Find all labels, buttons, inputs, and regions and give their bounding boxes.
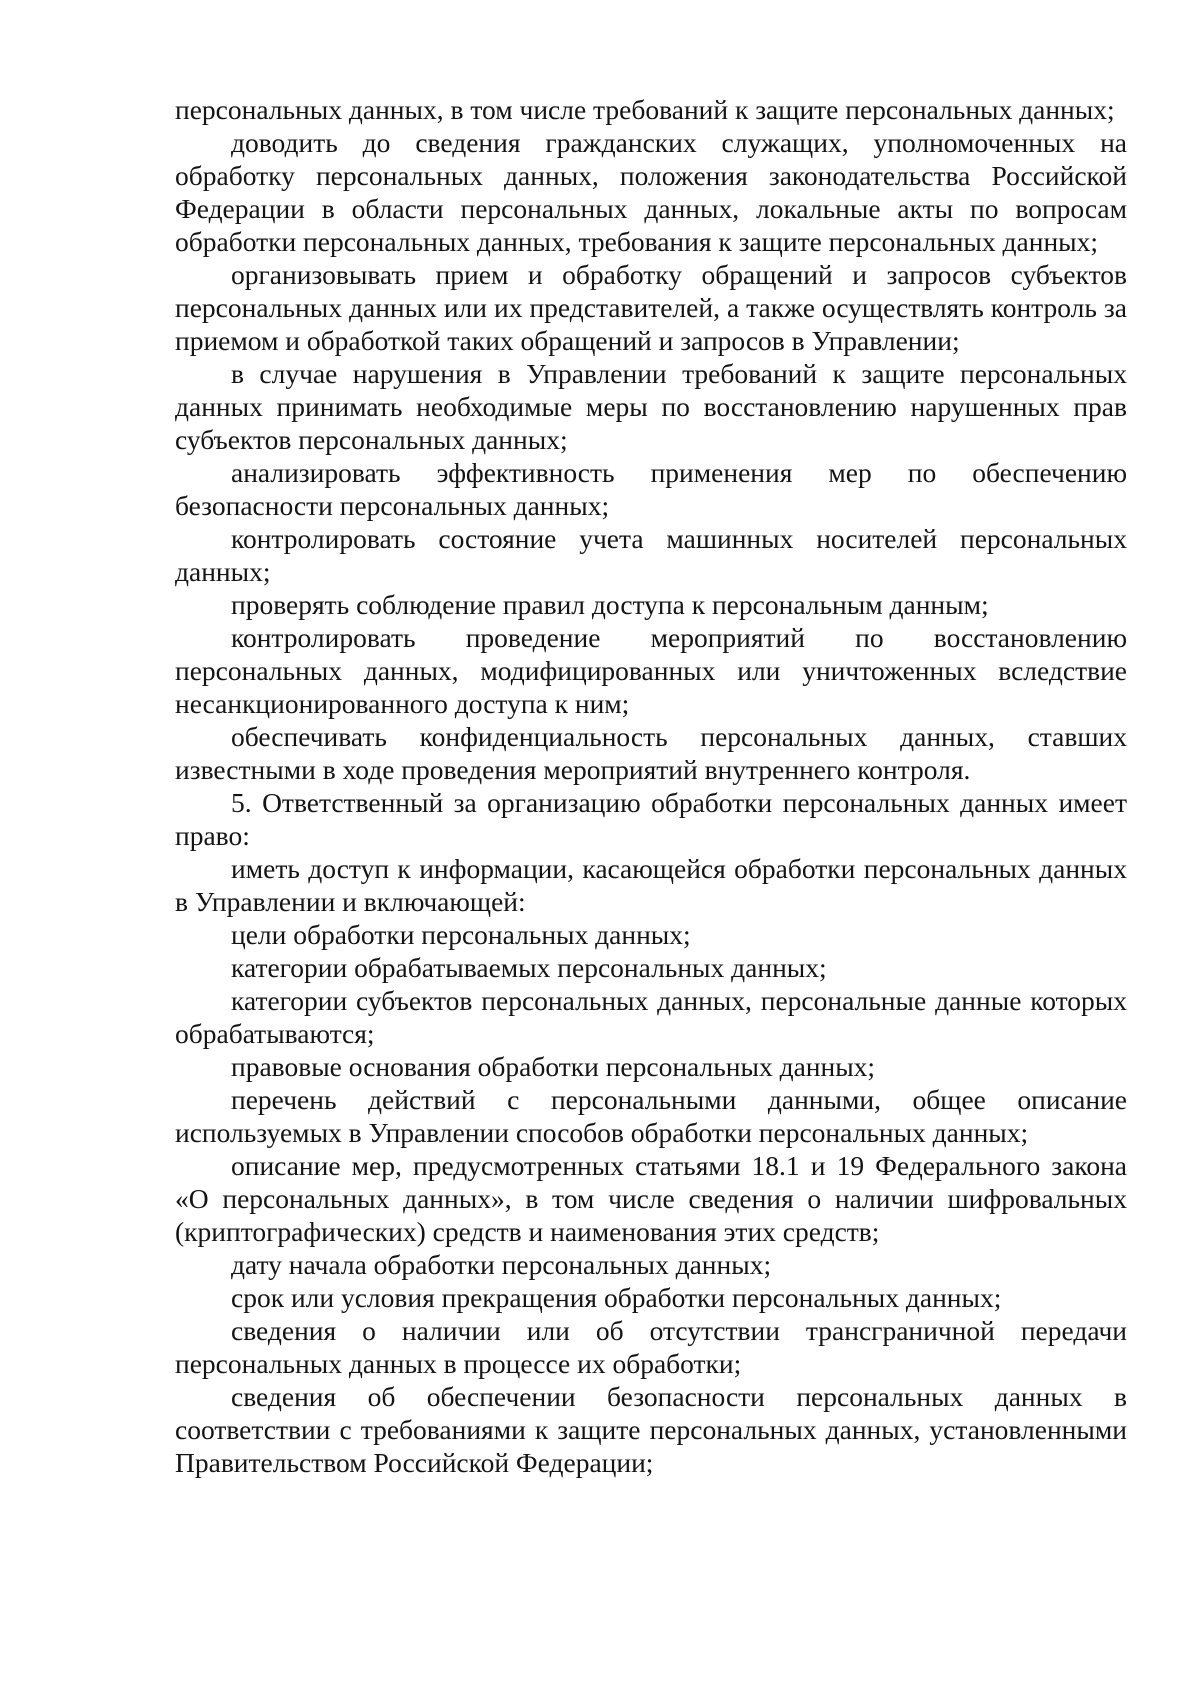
paragraph-duty-inform-employees: доводить до сведения гражданских служащих, уполномоченных на обработку персональных данных, положения законодательства Российской Федерации в области персональных данных, локальные акты по вопросам обработки персональных данных, требования к защите персональных данных; [175,127,1127,257]
list-item-measures: описание мер, предусмотренных статьями 18.1 и 19 Федерального закона «О персональных данных», в том числе сведения о наличии шифровальных (криптографических) средств и наименования этих средств; [175,1150,1127,1247]
list-item-subject-categories: категории субъектов персональных данных, персональные данные которых обрабатываются; [175,985,1127,1049]
paragraph-duty-restore-rights: в случае нарушения в Управлении требований к защите персональных данных принимать необходимые меры по восстановлению нарушенных прав субъектов персональных данных; [175,358,1127,455]
paragraph-duty-process-requests: организовывать прием и обработку обращений и запросов субъектов персональных данных или их представителей, а также осуществлять контроль за приемом и обработкой таких обращений и запросов в Управлении; [175,259,1127,356]
paragraph-duty-control-media: контролировать состояние учета машинных носителей персональных данных; [175,523,1127,587]
list-item-legal-basis: правовые основания обработки персональных данных; [231,1051,876,1082]
list-item-actions: перечень действий с персональными данными, общее описание используемых в Управлении способов обработки персональных данных; [175,1084,1127,1148]
list-item-data-categories: категории обрабатываемых персональных данных; [231,952,827,983]
paragraph-duty-control-recovery: контролировать проведение мероприятий по восстановлению персональных данных, модифицированных или уничтоженных вследствие несанкционированного доступа к ним; [175,622,1127,719]
paragraph-right-access: иметь доступ к информации, касающейся обработки персональных данных в Управлении и включающей: [175,853,1127,917]
paragraph-continuation: персональных данных, в том числе требований к защите персональных данных; [175,94,1115,125]
paragraph-duty-check-access: проверять соблюдение правил доступа к персональным данным; [231,589,989,620]
list-item-start-date: дату начала обработки персональных данных; [231,1249,772,1280]
paragraph-section-5: 5. Ответственный за организацию обработки персональных данных имеет право: [175,787,1127,851]
document-body [175,93,1127,1479]
list-item-security: сведения об обеспечении безопасности персональных данных в соответствии с требованиями к защите персональных данных, установленными Правительством Российской Федерации; [175,1381,1127,1478]
paragraph-duty-confidentiality: обеспечивать конфиденциальность персональных данных, ставших известными в ходе проведения мероприятий внутреннего контроля. [175,721,1127,785]
list-item-cross-border: сведения о наличии или об отсутствии трансграничной передачи персональных данных в процессе их обработки; [175,1315,1127,1379]
list-item-termination: срок или условия прекращения обработки персональных данных; [231,1282,1002,1313]
paragraph-duty-analyze-effectiveness: анализировать эффективность применения мер по обеспечению безопасности персональных данных; [175,457,1127,521]
list-item-goals: цели обработки персональных данных; [231,919,691,950]
